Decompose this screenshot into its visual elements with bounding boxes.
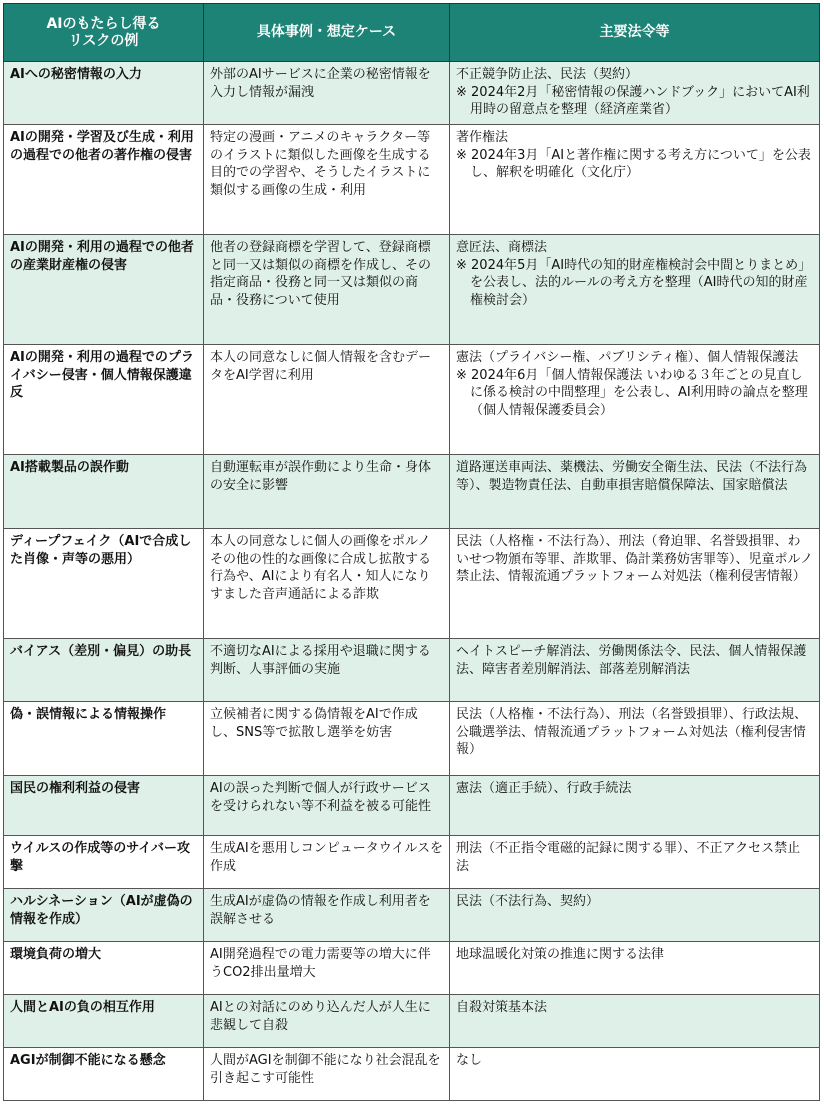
risk-cell: 環境負荷の増大: [4, 942, 204, 995]
table-row: [4, 529, 820, 639]
law-cell: [450, 455, 820, 529]
case-cell: 立候補者に関する偽情報をAIで作成し、SNS等で拡散し選挙を妨害: [204, 702, 450, 776]
case-cell: AIの誤った判断で個人が行政サービスを受けられない等不利益を被る可能性: [204, 776, 450, 836]
law-cell: [450, 235, 820, 345]
table-row: [4, 995, 820, 1048]
risk-cell: 国民の権利利益の侵害: [4, 776, 204, 836]
risk-cell: AIの開発・学習及び生成・利用の過程での他者の著作権の侵害: [4, 125, 204, 235]
law-text: 民法（不法行為、契約）: [456, 894, 600, 909]
case-cell: 生成AIを悪用しコンピュータウイルスを作成: [204, 836, 450, 889]
law-cell: [450, 529, 820, 639]
table-row: [4, 235, 820, 345]
header-case: 具体事例・想定ケース: [204, 4, 450, 62]
ai-risk-law-table: [3, 3, 820, 1101]
law-text: 憲法（プライバシー権、パブリシティ権）、個人情報保護法: [456, 350, 799, 365]
law-text: 地球温暖化対策の推進に関する法律: [456, 947, 665, 962]
case-cell: 外部のAIサービスに企業の秘密情報を入力し情報が漏洩: [204, 62, 450, 125]
case-cell: AIとの対話にのめり込んだ人が人生に悲観して自殺: [204, 995, 450, 1048]
law-note: ※ 2024年3月「AIと著作権に関する考え方について」を公表し、解釈を明確化（文化庁）: [456, 147, 811, 180]
risk-cell: AIへの秘密情報の入力: [4, 62, 204, 125]
law-text: 道路運送車両法、薬機法、労働安全衛生法、民法（不法行為等）、製造物責任法、自動車損害賠償保障法、国家賠償法: [456, 460, 808, 493]
law-cell: [450, 776, 820, 836]
risk-cell: ディープフェイク（AIで合成した肖像・声等の悪用）: [4, 529, 204, 639]
law-cell: [450, 345, 820, 455]
table-row: [4, 345, 820, 455]
table-row: [4, 639, 820, 702]
law-cell: [450, 889, 820, 942]
law-text: 民法（人格権・不法行為）、刑法（脅迫罪、名誉毀損罪、わいせつ物頒布等罪、詐欺罪、偽計業務妨害罪等）、児童ポルノ禁止法、情報流通プラットフォーム対処法（権利侵害情報）: [456, 534, 813, 584]
table-row: [4, 1048, 820, 1101]
risk-cell: 偽・誤情報による情報操作: [4, 702, 204, 776]
law-cell: [450, 995, 820, 1048]
law-text: なし: [456, 1053, 483, 1068]
law-text: 憲法（適正手続）、行政手続法: [456, 781, 632, 796]
table-row: [4, 942, 820, 995]
case-cell: 自動運転車が誤作動により生命・身体の安全に影響: [204, 455, 450, 529]
case-cell: 本人の同意なしに個人の画像をポルノその他の性的な画像に合成し拡散する行為や、AIにより有名人・知人になりすました音声通話による詐欺: [204, 529, 450, 639]
risk-cell: AIの開発・利用の過程での他者の産業財産権の侵害: [4, 235, 204, 345]
risk-cell: AIの開発・利用の過程でのプライバシー侵害・個人情報保護違反: [4, 345, 204, 455]
law-text: 自殺対策基本法: [456, 1000, 548, 1015]
table-row: [4, 776, 820, 836]
law-cell: [450, 942, 820, 995]
law-text: 刑法（不正指令電磁的記録に関する罪）、不正アクセス禁止法: [456, 841, 801, 874]
law-text: 不正競争防止法、民法（契約）: [456, 67, 639, 82]
table-row: [4, 702, 820, 776]
law-note: ※ 2024年6月「個人情報保護法 いわゆる３年ごとの見直しに係る検討の中間整理」を公表し、AI利用時の論点を整理（個人情報保護委員会）: [456, 367, 808, 418]
risk-cell: バイアス（差別・偏見）の助長: [4, 639, 204, 702]
law-cell: [450, 125, 820, 235]
case-cell: 特定の漫画・アニメのキャラクター等のイラストに類似した画像を生成する目的での学習や、そうしたイラストに類似する画像の生成・利用: [204, 125, 450, 235]
law-note: ※ 2024年2月「秘密情報の保護ハンドブック」においてAI利用時の留意点を整理（経済産業省）: [456, 84, 810, 117]
law-text: 著作権法: [456, 130, 509, 145]
case-cell: AI開発過程での電力需要等の増大に伴うCO2排出量増大: [204, 942, 450, 995]
case-cell: 生成AIが虚偽の情報を作成し利用者を誤解させる: [204, 889, 450, 942]
risk-cell: 人間とAIの負の相互作用: [4, 995, 204, 1048]
law-text: ヘイトスピーチ解消法、労働関係法令、民法、個人情報保護法、障害者差別解消法、部落差別解消法: [456, 644, 807, 677]
risk-table-container: [3, 3, 819, 1101]
table-row: [4, 455, 820, 529]
risk-cell: AGIが制御不能になる懸念: [4, 1048, 204, 1101]
header-law: 主要法令等: [450, 4, 820, 62]
table-body: [4, 62, 820, 1101]
table-row: [4, 62, 820, 125]
risk-cell: ハルシネーション（AIが虚偽の情報を作成）: [4, 889, 204, 942]
law-cell: [450, 702, 820, 776]
case-cell: 他者の登録商標を学習して、登録商標と同一又は類似の商標を作成し、その指定商品・役務と同一又は類似の商品・役務について使用: [204, 235, 450, 345]
header-risk: AIのもたらし得る リスクの例: [4, 4, 204, 62]
risk-cell: AI搭載製品の誤作動: [4, 455, 204, 529]
table-header-row: [4, 4, 820, 62]
law-text: 意匠法、商標法: [456, 240, 548, 255]
case-cell: 不適切なAIによる採用や退職に関する判断、人事評価の実施: [204, 639, 450, 702]
table-row: [4, 836, 820, 889]
case-cell: 本人の同意なしに個人情報を含むデータをAI学習に利用: [204, 345, 450, 455]
risk-cell: ウイルスの作成等のサイバー攻撃: [4, 836, 204, 889]
law-text: 民法（人格権・不法行為）、刑法（名誉毀損罪）、行政法規、公職選挙法、情報流通プラットフォーム対処法（権利侵害情報）: [456, 707, 808, 757]
law-cell: [450, 62, 820, 125]
table-row: [4, 125, 820, 235]
law-cell: [450, 1048, 820, 1101]
table-row: [4, 889, 820, 942]
case-cell: 人間がAGIを制御不能になり社会混乱を引き起こす可能性: [204, 1048, 450, 1101]
law-note: ※ 2024年5月「AI時代の知的財産権検討会中間とりまとめ」を公表し、法的ルールの考え方を整理（AI時代の知的財産権検討会）: [456, 257, 812, 308]
law-cell: [450, 836, 820, 889]
law-cell: [450, 639, 820, 702]
